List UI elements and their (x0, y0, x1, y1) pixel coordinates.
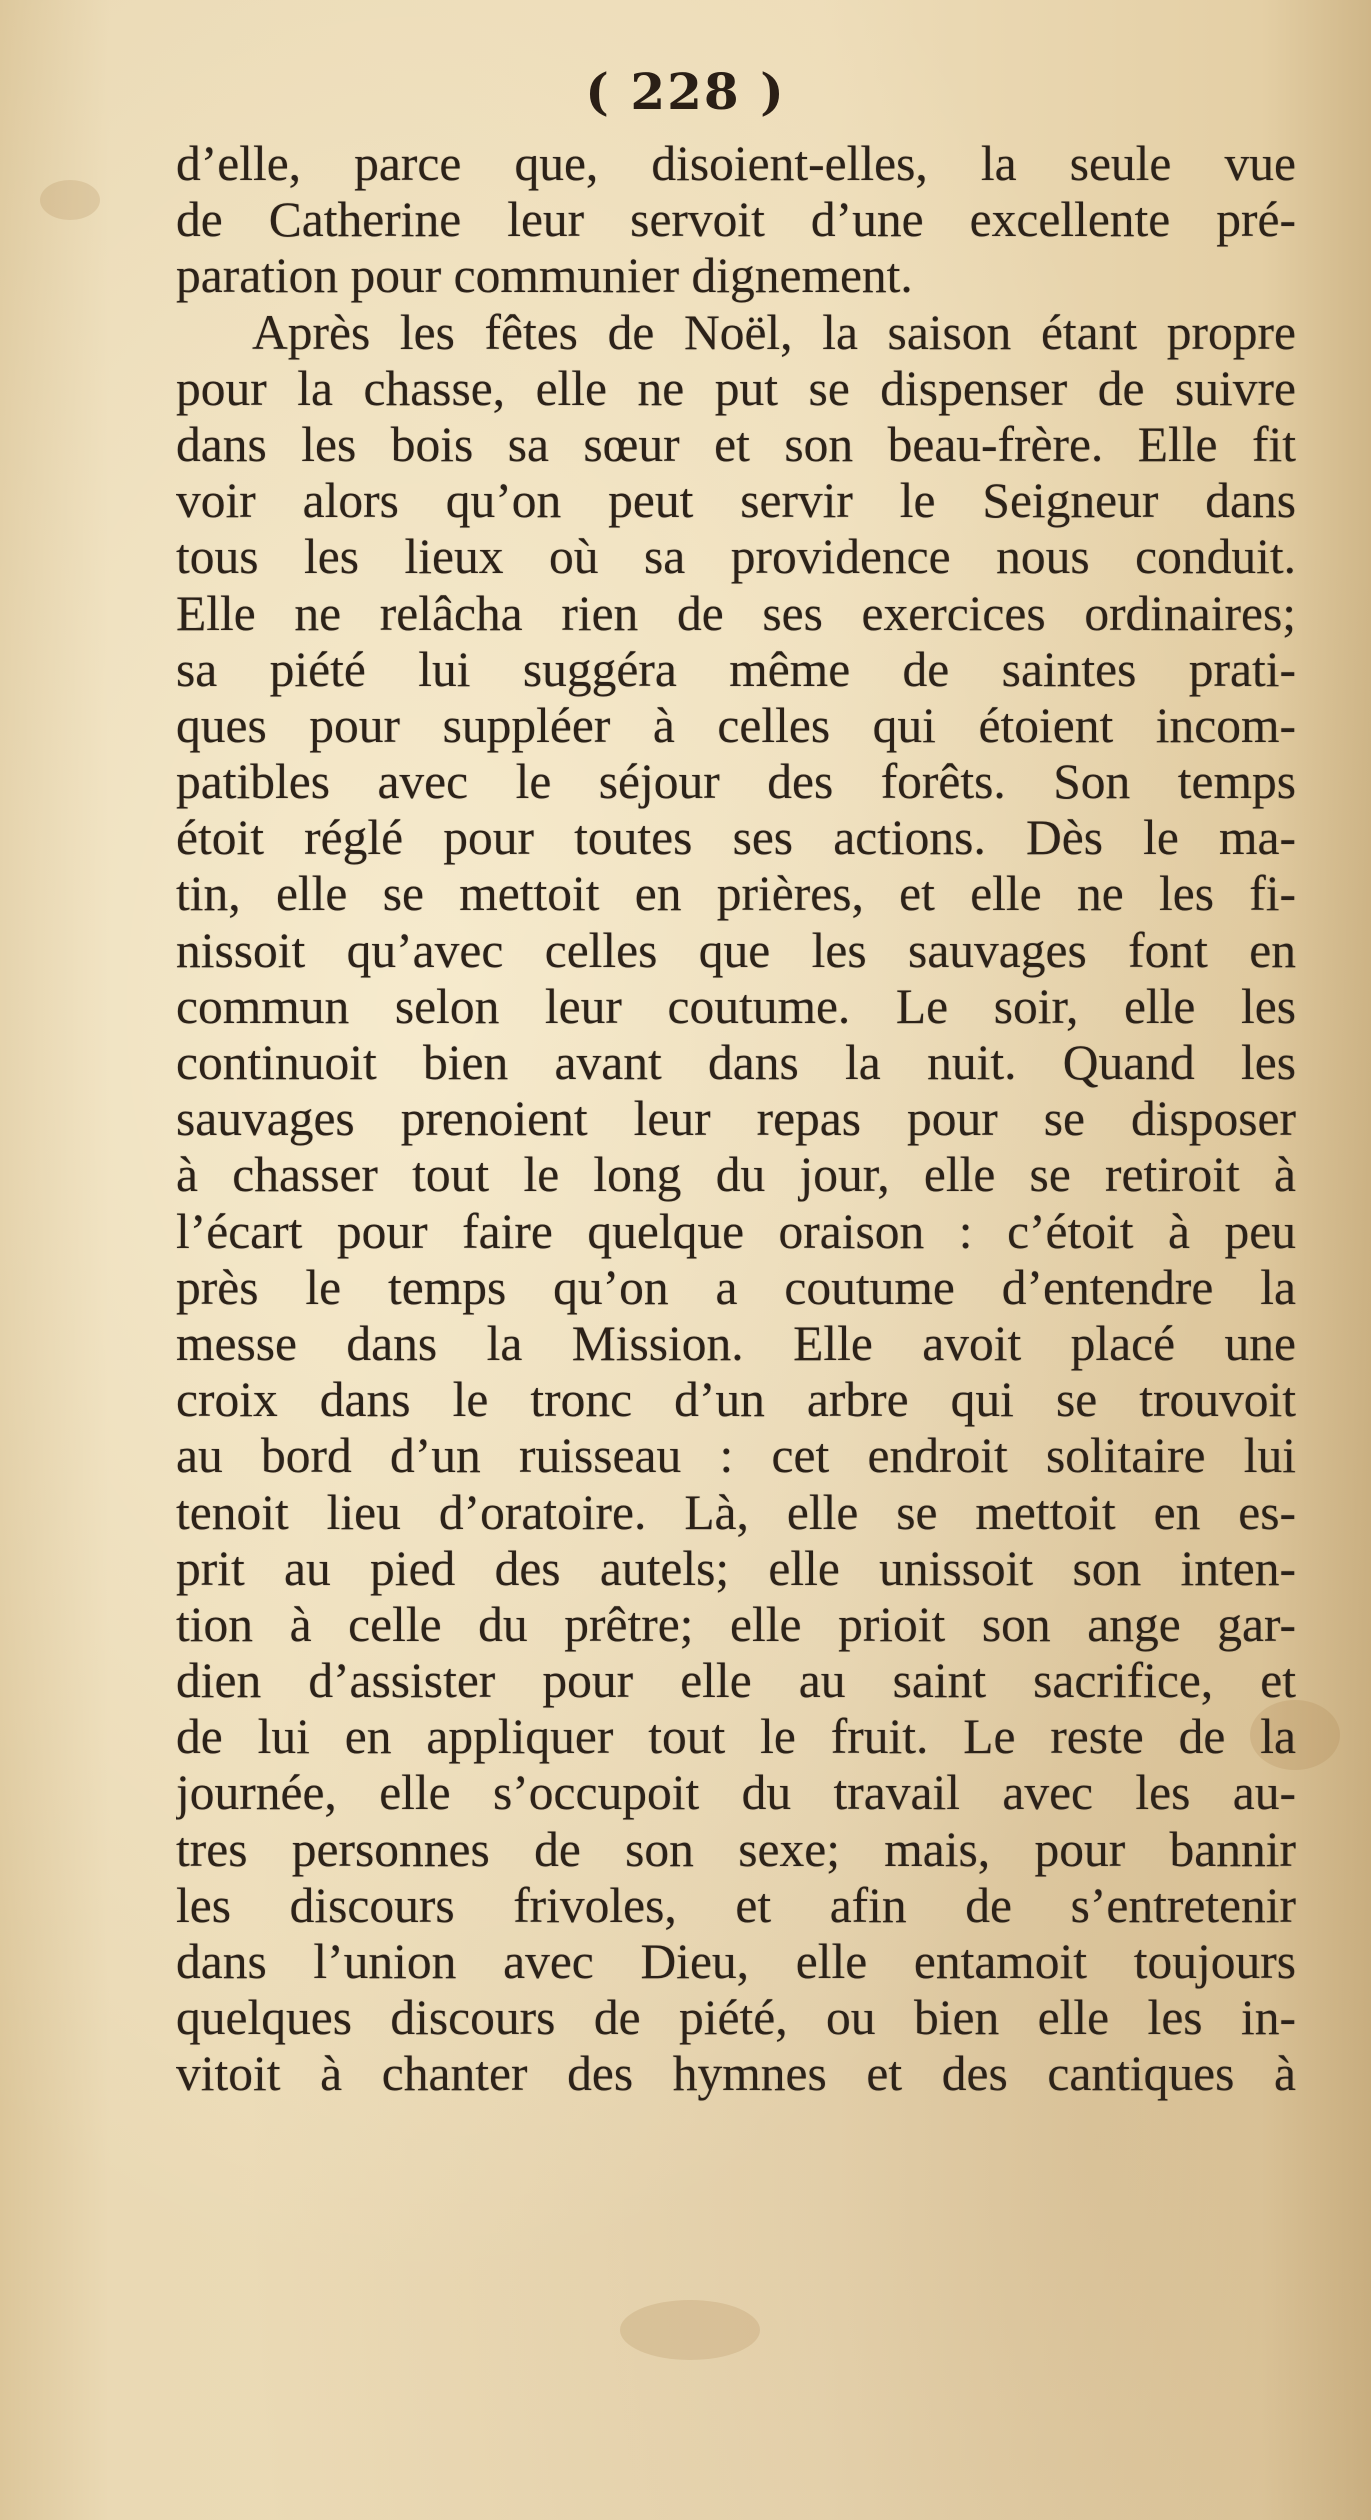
text-line: au bord d’un ruisseau : cet endroit solitaire lui (176, 1428, 1296, 1484)
paper-stain (620, 2300, 760, 2360)
text-line: d’elle, parce que, disoient-elles, la seule vue (176, 136, 1296, 191)
text-line: continuoit bien avant dans la nuit. Quand les (176, 1035, 1296, 1090)
text-line: dans les bois sa sœur et son beau-frère. Elle fit (176, 416, 1296, 472)
text-line: ques pour suppléer à celles qui étoient incom- (176, 697, 1296, 753)
text-line: l’écart pour faire quelque oraison : c’étoit à peu (176, 1203, 1296, 1259)
text-line: les discours frivoles, et afin de s’entretenir (176, 1877, 1296, 1933)
text-line: commun selon leur coutume. Le soir, elle les (176, 978, 1296, 1034)
text-line: vitoit à chanter des hymnes et des cantiques à (176, 2046, 1296, 2102)
text-line: tous les lieux où sa providence nous conduit. (176, 529, 1296, 585)
body-text (176, 136, 1296, 2103)
text-line: pour la chasse, elle ne put se dispenser de suivre (176, 360, 1296, 416)
text-line: dien d’assister pour elle au saint sacrifice, et (176, 1653, 1296, 1709)
text-line: messe dans la Mission. Elle avoit placé une (176, 1315, 1296, 1371)
text-line: sa piété lui suggéra même de saintes prati- (176, 641, 1296, 697)
text-line: Elle ne relâcha rien de ses exercices ordinaires; (176, 585, 1296, 641)
text-line: tenoit lieu d’oratoire. Là, elle se mettoit en es- (176, 1484, 1296, 1540)
text-line: à chasser tout le long du jour, elle se retiroit à (176, 1147, 1296, 1203)
paper-stain (40, 180, 100, 220)
text-line: paration pour communier dignement. (176, 248, 913, 304)
text-line: tion à celle du prêtre; elle prioit son ange gar- (176, 1596, 1296, 1652)
text-line: journée, elle s’occupoit du travail avec les au- (176, 1765, 1296, 1821)
text-line: quelques discours de piété, ou bien elle les in- (176, 1990, 1296, 2046)
text-line: croix dans le tronc d’un arbre qui se trouvoit (176, 1372, 1296, 1428)
text-line: étoit réglé pour toutes ses actions. Dès le ma- (176, 810, 1296, 866)
text-line: près le temps qu’on a coutume d’entendre la (176, 1259, 1296, 1315)
text-line: de Catherine leur servoit d’une excellente pré- (176, 192, 1296, 248)
text-line: dans l’union avec Dieu, elle entamoit toujours (176, 1934, 1296, 1989)
text-line: voir alors qu’on peut servir le Seigneur dans (176, 473, 1296, 529)
text-line: patibles avec le séjour des forêts. Son temps (176, 754, 1296, 810)
text-line: Après les fêtes de Noël, la saison étant propre (252, 304, 1296, 360)
text-line: tin, elle se mettoit en prières, et elle ne les fi- (176, 866, 1296, 922)
text-line: sauvages prenoient leur repas pour se disposer (176, 1091, 1296, 1147)
page-number-header: ( 228 ) (585, 62, 786, 121)
text-line: nissoit qu’avec celles que les sauvages font en (176, 922, 1296, 978)
text-line: tres personnes de son sexe; mais, pour bannir (176, 1821, 1296, 1877)
text-line: prit au pied des autels; elle unissoit son inten- (176, 1540, 1296, 1596)
text-line: de lui en appliquer tout le fruit. Le reste de la (176, 1709, 1296, 1765)
